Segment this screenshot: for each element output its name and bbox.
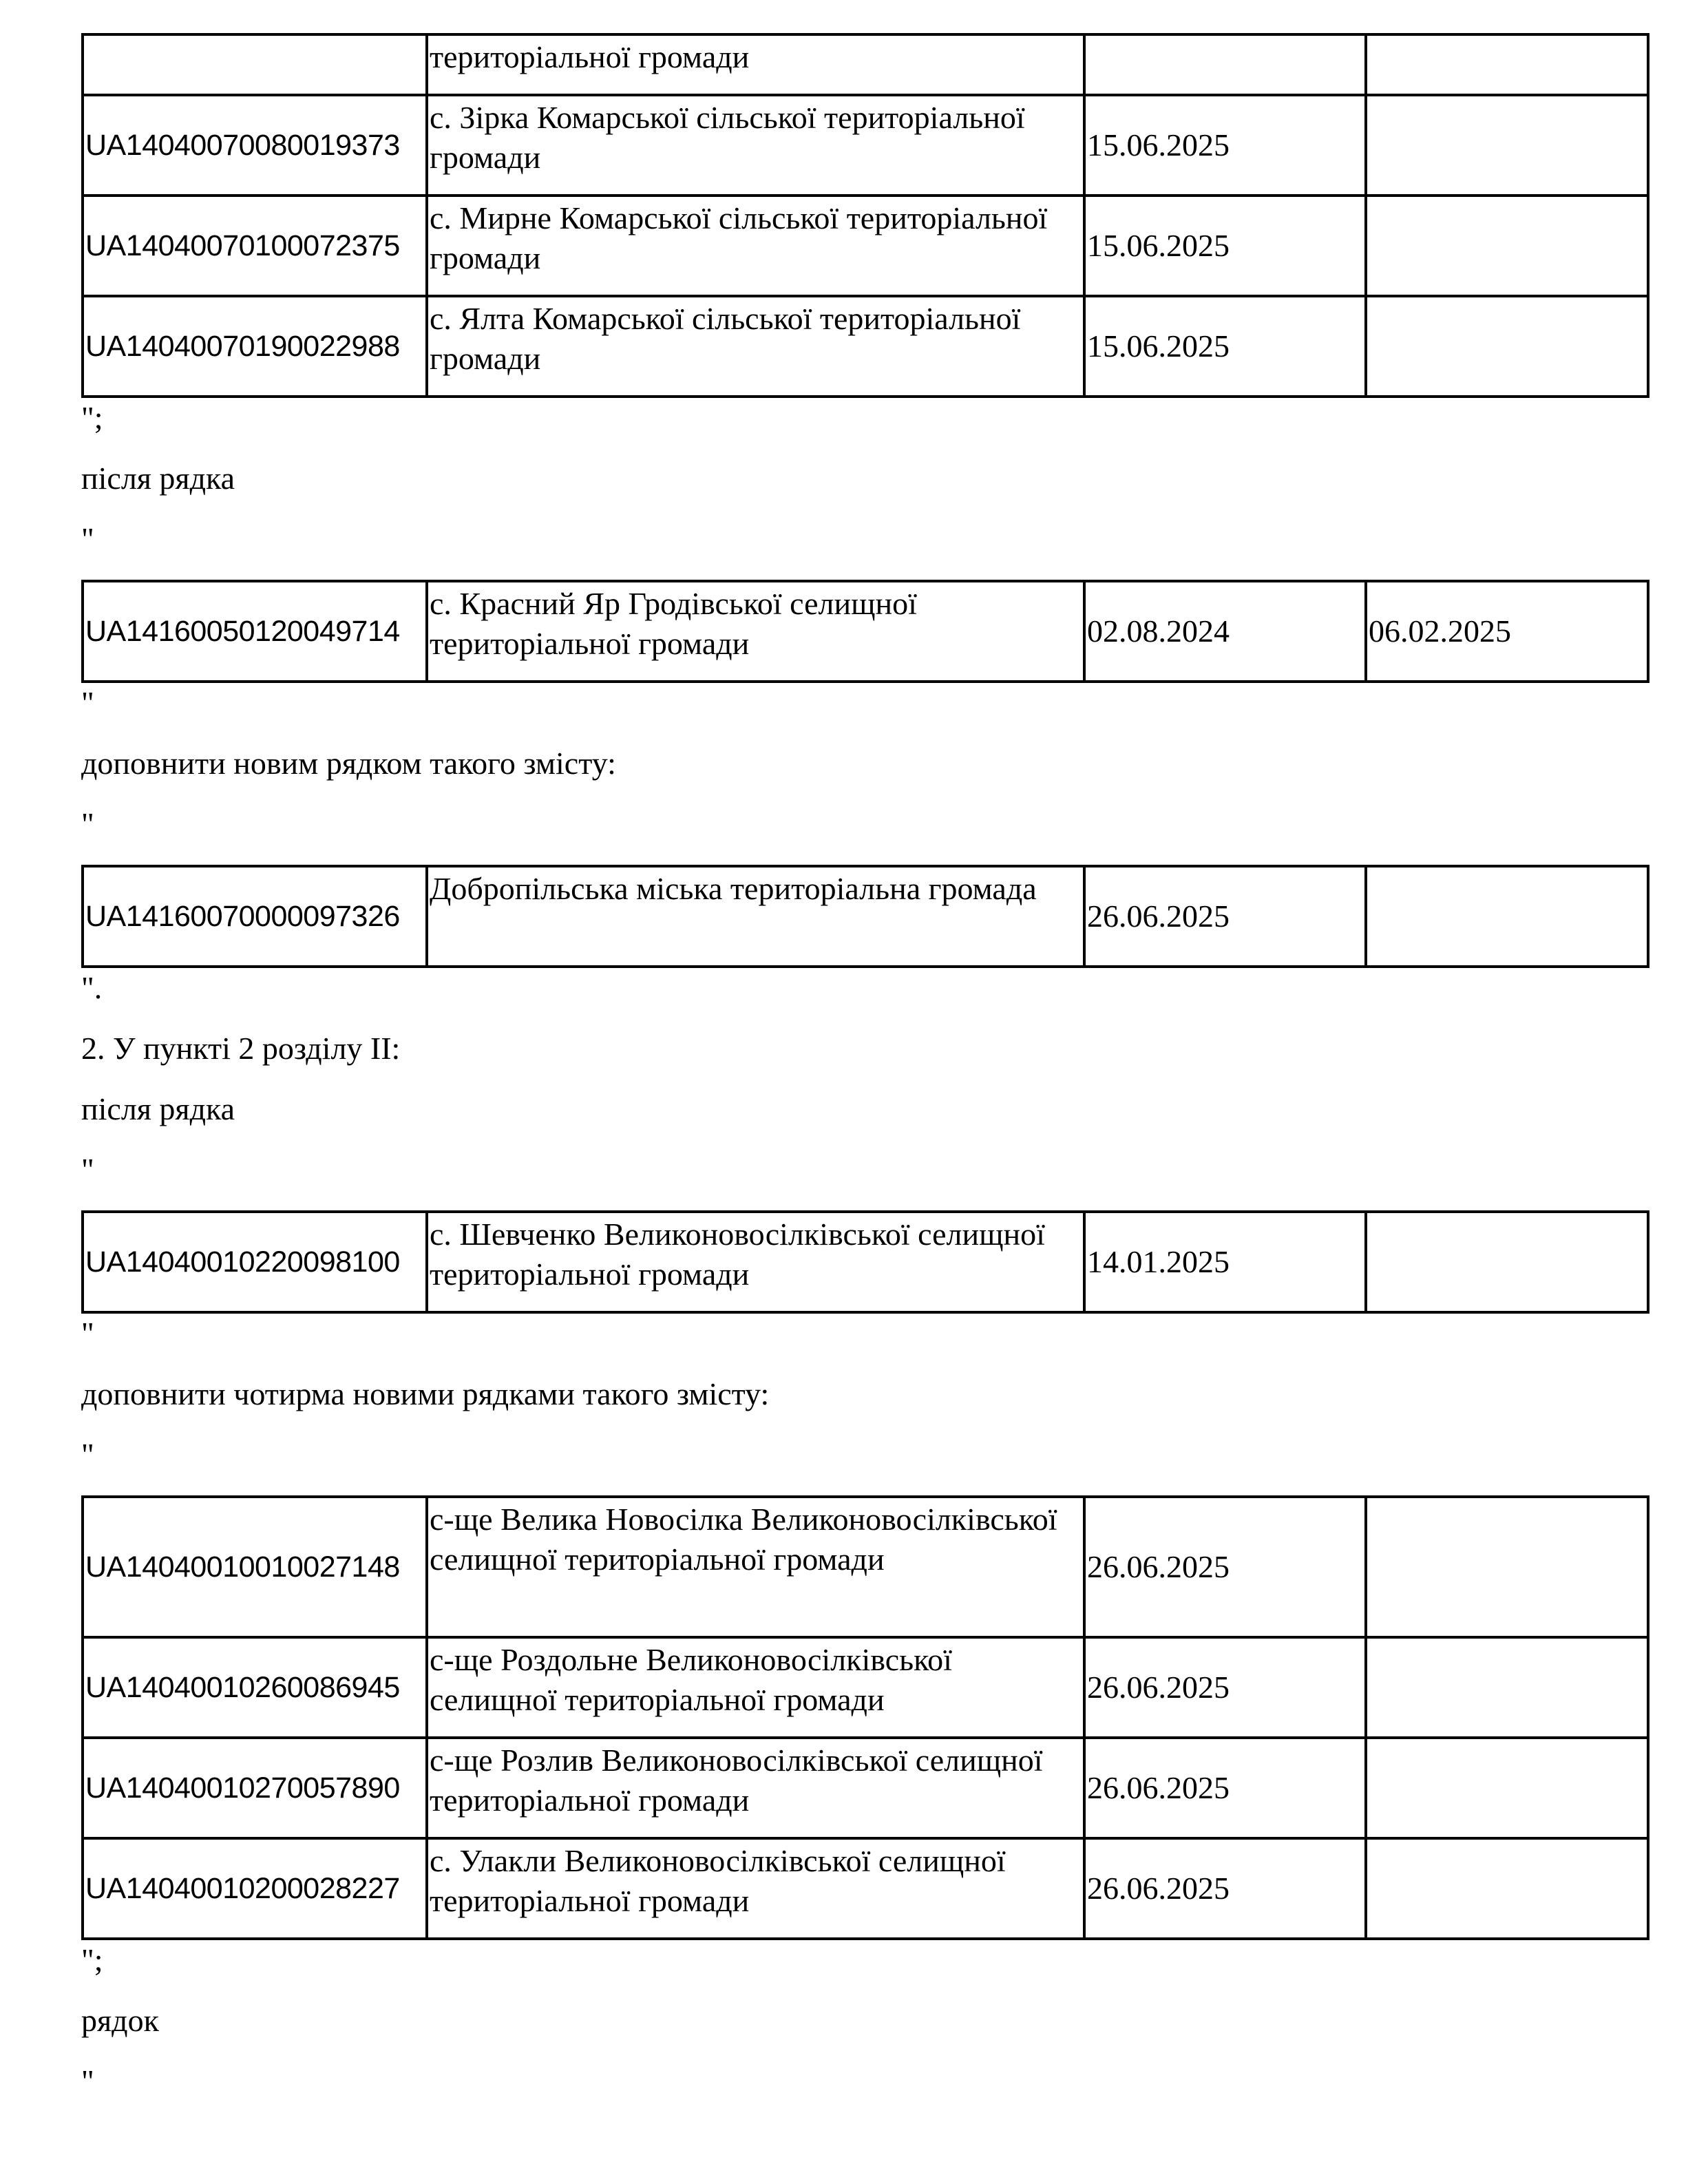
codifier-code-cell: UA14040070190022988: [83, 296, 427, 397]
document-text-line: ";: [81, 400, 103, 435]
codifier-code-cell: UA14040070080019373: [83, 95, 427, 196]
document-text-line: ": [81, 806, 94, 841]
start-date-cell: 15.06.2025: [1084, 296, 1366, 397]
end-date-cell: [1366, 196, 1648, 296]
start-date-cell: 26.06.2025: [1084, 866, 1366, 967]
end-date-cell: 06.02.2025: [1366, 581, 1648, 682]
document-page: [81, 33, 1647, 2101]
codifier-code-cell: UA14040010260086945: [83, 1637, 427, 1738]
document-text-line: ": [81, 1437, 94, 1472]
codifier-code-cell: UA14040010010027148: [83, 1497, 427, 1637]
start-date-cell: 26.06.2025: [1084, 1497, 1366, 1637]
end-date-cell: [1366, 95, 1648, 196]
start-date-cell: 02.08.2024: [1084, 581, 1366, 682]
table-row: [83, 95, 1648, 196]
table-row: [83, 1838, 1648, 1939]
start-date-cell: 26.06.2025: [1084, 1637, 1366, 1738]
settlements-table: [81, 1210, 1649, 1314]
table-row: [83, 1497, 1648, 1637]
document-text-line: доповнити новим рядком такого змісту:: [81, 746, 616, 781]
document-text-line: ": [81, 685, 94, 720]
document-text-line: ": [81, 1152, 94, 1187]
end-date-cell: [1366, 34, 1648, 95]
document-text-line: ": [81, 521, 94, 556]
end-date-cell: [1366, 296, 1648, 397]
territory-name-cell: с-ще Велика Новосілка Великоновосілківської селищної територіальної громади: [427, 1497, 1084, 1637]
codifier-code-cell: [83, 34, 427, 95]
territory-name-cell: с-ще Розлив Великоновосілківської селищної територіальної громади: [427, 1738, 1084, 1838]
table-row: [83, 1738, 1648, 1838]
table-row: [83, 866, 1648, 967]
settlements-table: [81, 33, 1649, 96]
start-date-cell: 14.01.2025: [1084, 1212, 1366, 1312]
document-text-line: ";: [81, 1942, 103, 1977]
document-text-line: доповнити чотирма новими рядками такого змісту:: [81, 1376, 770, 1411]
end-date-cell: [1366, 1637, 1648, 1738]
settlements-table: [81, 580, 1649, 683]
start-date-cell: [1084, 34, 1366, 95]
end-date-cell: [1366, 1738, 1648, 1838]
codifier-code-cell: UA14160050120049714: [83, 581, 427, 682]
territory-name-cell: с. Красний Яр Гродівської селищної територіальної громади: [427, 581, 1084, 682]
territory-name-cell: с-ще Роздольне Великоновосілківської селищної територіальної громади: [427, 1637, 1084, 1738]
start-date-cell: 26.06.2025: [1084, 1838, 1366, 1939]
document-text-line: ": [81, 2063, 94, 2099]
codifier-code-cell: UA14040010200028227: [83, 1838, 427, 1939]
table-row: [83, 581, 1648, 682]
table-row: [83, 34, 1648, 95]
settlements-table: [81, 1495, 1649, 1940]
document-text-line: після рядка: [81, 1091, 235, 1126]
codifier-code-cell: UA14040070100072375: [83, 196, 427, 296]
table-row: [83, 296, 1648, 397]
territory-name-cell: Добропільська міська територіальна громада: [427, 866, 1084, 967]
start-date-cell: 15.06.2025: [1084, 196, 1366, 296]
codifier-code-cell: UA14040010220098100: [83, 1212, 427, 1312]
end-date-cell: [1366, 1212, 1648, 1312]
document-text-line: після рядка: [81, 461, 235, 496]
settlements-table: [81, 94, 1649, 398]
table-row: [83, 1212, 1648, 1312]
start-date-cell: 26.06.2025: [1084, 1738, 1366, 1838]
territory-name-cell: с. Ялта Комарської сільської територіальної громади: [427, 296, 1084, 397]
end-date-cell: [1366, 1497, 1648, 1637]
territory-name-cell: с. Улакли Великоновосілківської селищної територіальної громади: [427, 1838, 1084, 1939]
table-row: [83, 196, 1648, 296]
document-text-line: рядок: [81, 2003, 159, 2038]
territory-name-cell: с. Мирне Комарської сільської територіальної громади: [427, 196, 1084, 296]
document-text-line: ".: [81, 970, 103, 1005]
end-date-cell: [1366, 866, 1648, 967]
table-row: [83, 1637, 1648, 1738]
start-date-cell: 15.06.2025: [1084, 95, 1366, 196]
document-text-line: 2. У пункті 2 розділу II:: [81, 1031, 401, 1066]
codifier-code-cell: UA14160070000097326: [83, 866, 427, 967]
settlements-table: [81, 865, 1649, 968]
document-text-line: ": [81, 1316, 94, 1351]
codifier-code-cell: UA14040010270057890: [83, 1738, 427, 1838]
territory-name-cell: с. Шевченко Великоновосілківської селищної територіальної громади: [427, 1212, 1084, 1312]
end-date-cell: [1366, 1838, 1648, 1939]
territory-name-cell: с. Зірка Комарської сільської територіальної громади: [427, 95, 1084, 196]
territory-name-cell: територіальної громади: [427, 34, 1084, 95]
